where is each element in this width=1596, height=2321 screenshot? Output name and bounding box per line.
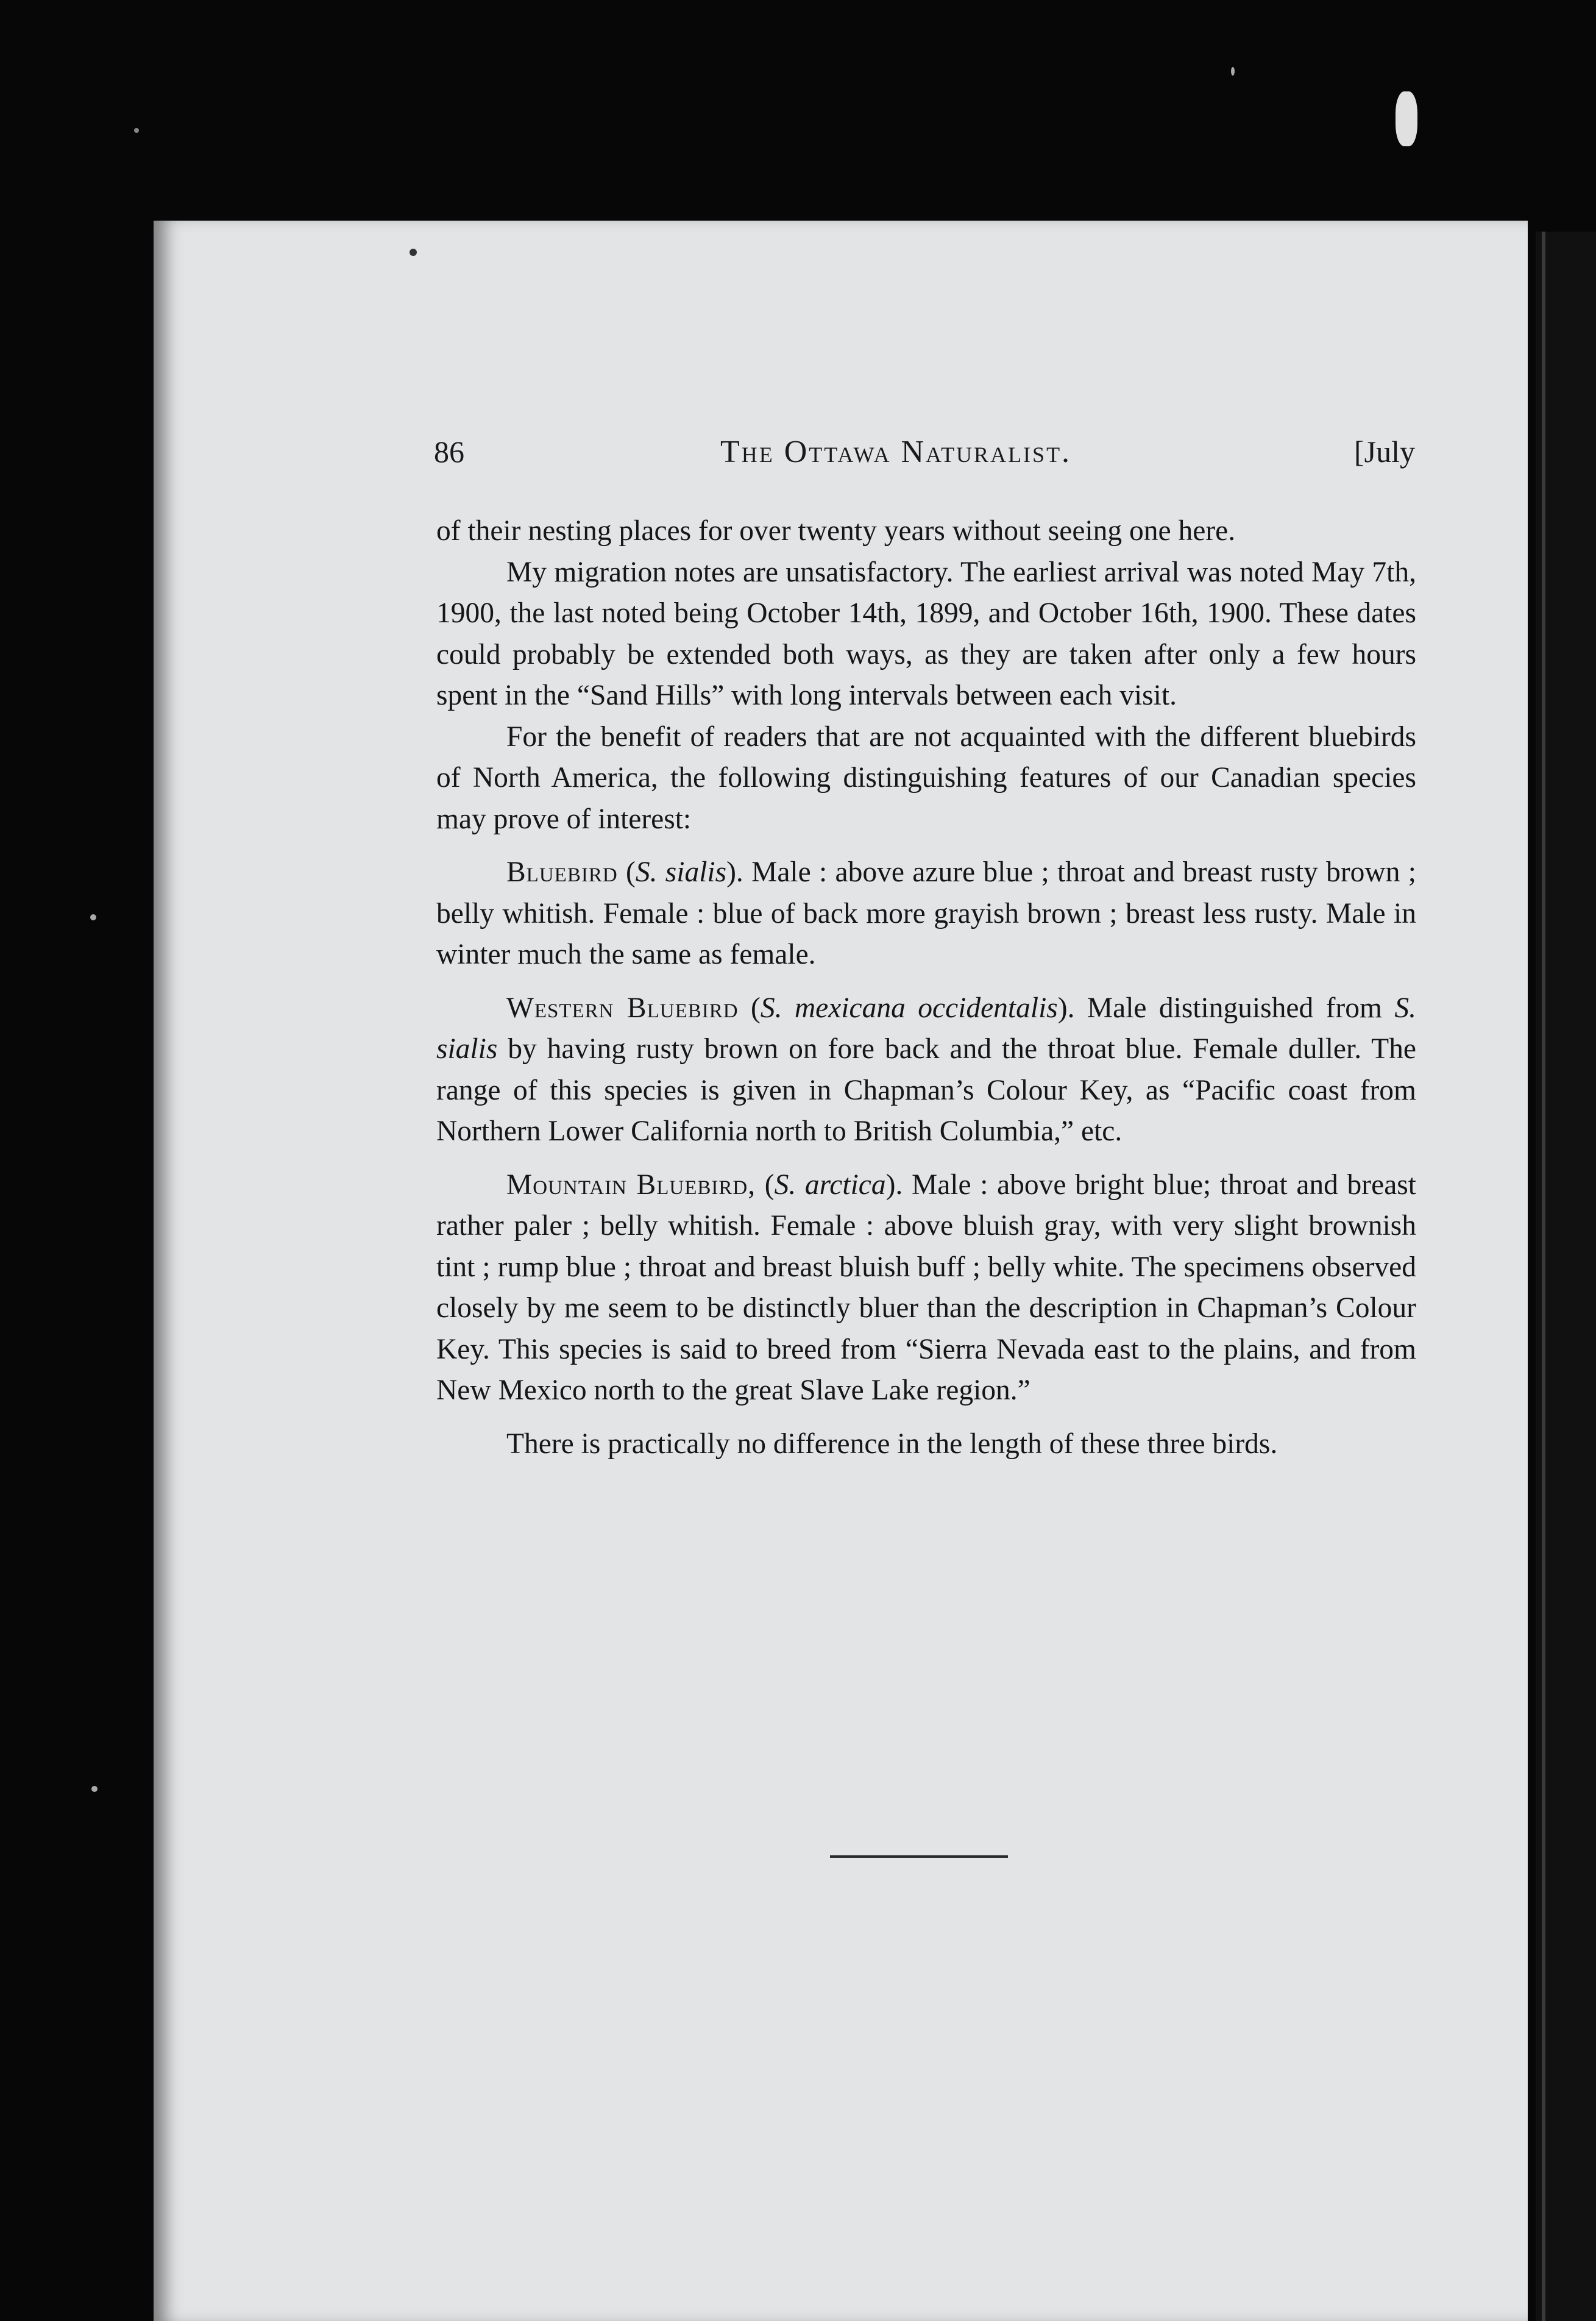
species-description: Male : above bright blue; throat and breast rather paler ; belly whitish. Female : above bluish gray, with very slight brownish tint ; rump blue ; throat and breast bluish buff ; belly white. The specimens observed closely by me seem to be distinctly bluer than the description in Chapman’s Colour Key. This species is said to breed from “Sierra Nevada east to the plains, and from New Mexico north to the great Slave Lake region.” [436,1168,1416,1406]
page-number: 86 [434,435,464,469]
facing-page-edge [1536,232,1596,2321]
species-name: Bluebird [506,856,618,888]
article-body [436,511,1416,1465]
species-entry-bluebird: Bluebird (S. sialis). Male : above azure blue ; throat and breast rusty brown ; belly whitish. Female : blue of back more grayish brown ; breast less rusty. Male in winter much the same as female. [436,856,1416,970]
species-entry-western-bluebird: Western Bluebird (S. mexicana occidentalis). Male distinguished from S. sialis by having rusty brown on fore back and the throat blue. Female duller. The range of this species is given in Chapman’s Colour Key, as “Pacific coast from Northern Lower California north to British Columbia,” etc. [436,992,1416,1147]
running-title: The Ottawa Naturalist. [720,435,1072,469]
closing-paragraph: There is practically no difference in the length of these three birds. [506,1427,1278,1460]
paragraph: For the benefit of readers that are not acquainted with the different bluebirds of North America, the following distinguishing features of our Canadian species may prove of interest: [436,720,1416,835]
species-entry-mountain-bluebird: Mountain Bluebird, (S. arctica). Male : above bright blue; throat and breast rather paler ; belly whitish. Female : above bluish gray, with very slight brownish tint ; rump blue ; throat and breast bluish buff ; belly white. The specimens observed closely by me seem to be distinctly bluer than the description in Chapman’s Colour Key. This species is said to breed from “Sierra Nevada east to the plains, and from New Mexico north to the great Slave Lake region.” [436,1168,1416,1406]
scan-speck [1396,91,1417,146]
scan-speck [410,249,417,256]
latin-name: S. arctica [774,1168,886,1201]
scan-speck [91,1786,98,1792]
section-divider [830,1855,1008,1858]
scan-speck [134,128,139,133]
paragraph: My migration notes are unsatisfactory. The earliest arrival was noted May 7th, 1900, the last noted being October 14th, 1899, and October 16th, 1900. These dates could probably be extended both ways, as they are taken after only a few hours spent in the “Sand Hills” with long intervals between each visit. [436,556,1416,711]
scan-speck [1231,67,1235,76]
issue-month: [July [1354,435,1415,469]
latin-name: S. sialis [436,992,1416,1065]
species-name: Western Bluebird [506,992,739,1024]
latin-name: S. mexicana occidentalis [760,992,1058,1024]
latin-name: S. sialis [635,856,727,888]
species-description: by having rusty brown on fore back and the throat blue. Female duller. The range of this species is given in Chapman’s Colour Key, as “Pacific coast from Northern Lower California north to British Columbia,” etc. [436,1033,1416,1147]
running-header [434,434,1415,483]
species-name: Mountain Bluebird, [506,1168,756,1201]
species-description: Male distinguished from [1074,992,1395,1024]
scan-speck [90,914,96,920]
species-description: Male : above azure blue ; throat and breast rusty brown ; belly whitish. Female : blue of back more grayish brown ; breast less rusty. Male in winter much the same as female. [436,856,1416,970]
paragraph: of their nesting places for over twenty years without seeing one here. [436,515,1236,547]
